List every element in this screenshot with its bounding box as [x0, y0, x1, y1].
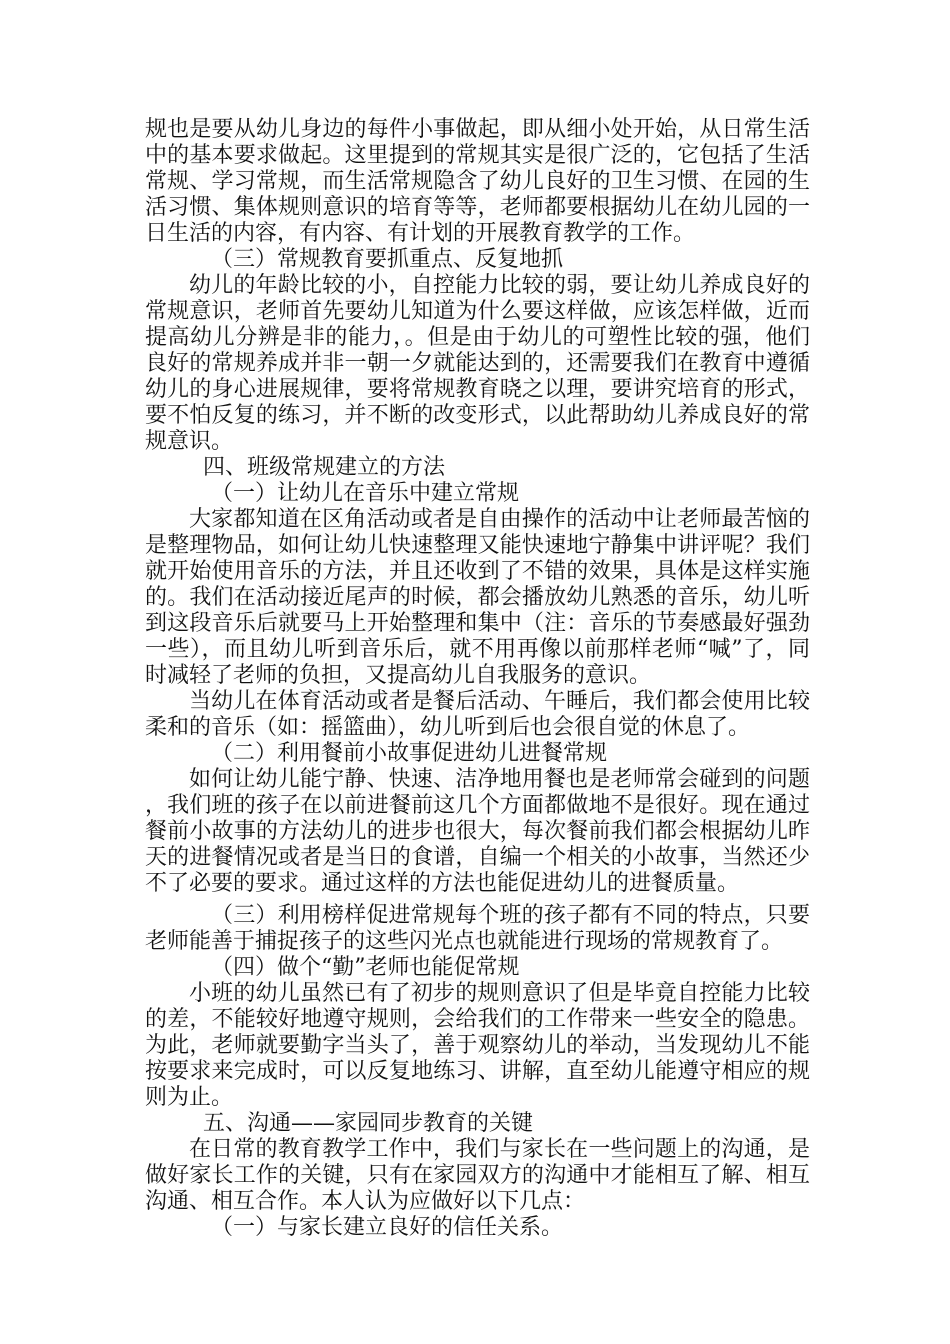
paragraph-routine-focus: 幼儿的年龄比较的小，自控能力比较的弱，要让幼儿养成良好的常规意识，老师首先要幼儿知道为什么要这样做，应该怎样做，近而提高幼儿分辨是非的能力，。但是由于幼儿的可塑性比较的强，他们良好的常规养成并非一朝一夕就能达到的，还需要我们在教育中遵循幼儿的身心进展规律，要将常规教育晓之以理，要讲究培育的形式，要不怕反复的练习，并不断的改变形式，以此帮助幼儿养成良好的常规意识。 — [145, 273, 810, 454]
heading-section-five: 五、沟通——家园同步教育的关键 — [203, 1111, 534, 1136]
subheading-trust: （一）与家长建立良好的信任关系。 — [211, 1215, 564, 1240]
document-page — [145, 117, 810, 1241]
paragraph-continued: 规也是要从幼儿身边的每件小事做起，即从细小处开始，从日常生活中的基本要求做起。这里提到的常规其实是很广泛的，它包括了生活常规、学习常规，而生活常规隐含了幼儿良好的卫生习惯、在园的生活习惯、集体规则意识的培育等等，老师都要根据幼儿在幼儿园的一日生活的内容，有内容、有计划的开展教育教学的工作。 — [145, 117, 810, 246]
paragraph-meal-story: 如何让幼儿能宁静、快速、洁净地用餐也是老师常会碰到的问题，我们班的孩子在以前进餐前这几个方面都做地不是很好。现在通过餐前小故事的方法幼儿的进步也很大，每次餐前我们都会根据幼儿昨天的进餐情况或者是当日的食谱，自编一个相关的小故事，当然还少不了必要的要求。通过这样的方法也能促进幼儿的进餐质量。 — [145, 767, 810, 896]
subheading-music: （一）让幼儿在音乐中建立常规 — [211, 481, 520, 506]
paragraph-role-model: （三）利用榜样促进常规每个班的孩子都有不同的特点，只要老师能善于捕捉孩子的这些闪光点也就能进行现场的常规教育了。 — [145, 903, 810, 954]
paragraph-diligent-teacher: 小班的幼儿虽然已有了初步的规则意识了但是毕竟自控能力比较的差，不能较好地遵守规则，会给我们的工作带来一些安全的隐患。为此，老师就要勤字当头了，善于观察幼儿的举动，当发现幼儿不能按要求来完成时，可以反复地练习、讲解，直至幼儿能遵守相应的规则为止。 — [145, 981, 810, 1110]
subheading-routine-focus: （三）常规教育要抓重点、反复地抓 — [211, 247, 564, 272]
heading-section-four: 四、班级常规建立的方法 — [203, 455, 446, 480]
paragraph-music-rest: 当幼儿在体育活动或者是餐后活动、午睡后，我们都会使用比较柔和的音乐（如：摇篮曲），幼儿听到后也会很自觉的休息了。 — [145, 689, 810, 740]
paragraph-music: 大家都知道在区角活动或者是自由操作的活动中让老师最苦恼的是整理物品，如何让幼儿快速整理又能快速地宁静集中讲评呢？我们就开始使用音乐的方法，并且还收到了不错的效果，具体是这样实施的。我们在活动接近尾声的时候，都会播放幼儿熟悉的音乐，幼儿听到这段音乐后就要马上开始整理和集中（注：音乐的节奏感最好强劲一些），而且幼儿听到音乐后，就不用再像以前那样老师“喊”了，同时减轻了老师的负担，又提高幼儿自我服务的意识。 — [145, 507, 810, 688]
paragraph-communication: 在日常的教育教学工作中，我们与家长在一些问题上的沟通，是做好家长工作的关键，只有在家园双方的沟通中才能相互了解、相互沟通、相互合作。本人认为应做好以下几点： — [145, 1137, 810, 1214]
subheading-diligent-teacher: （四）做个“勤”老师也能促常规 — [211, 955, 520, 980]
subheading-meal-story: （二）利用餐前小故事促进幼儿进餐常规 — [211, 741, 608, 766]
